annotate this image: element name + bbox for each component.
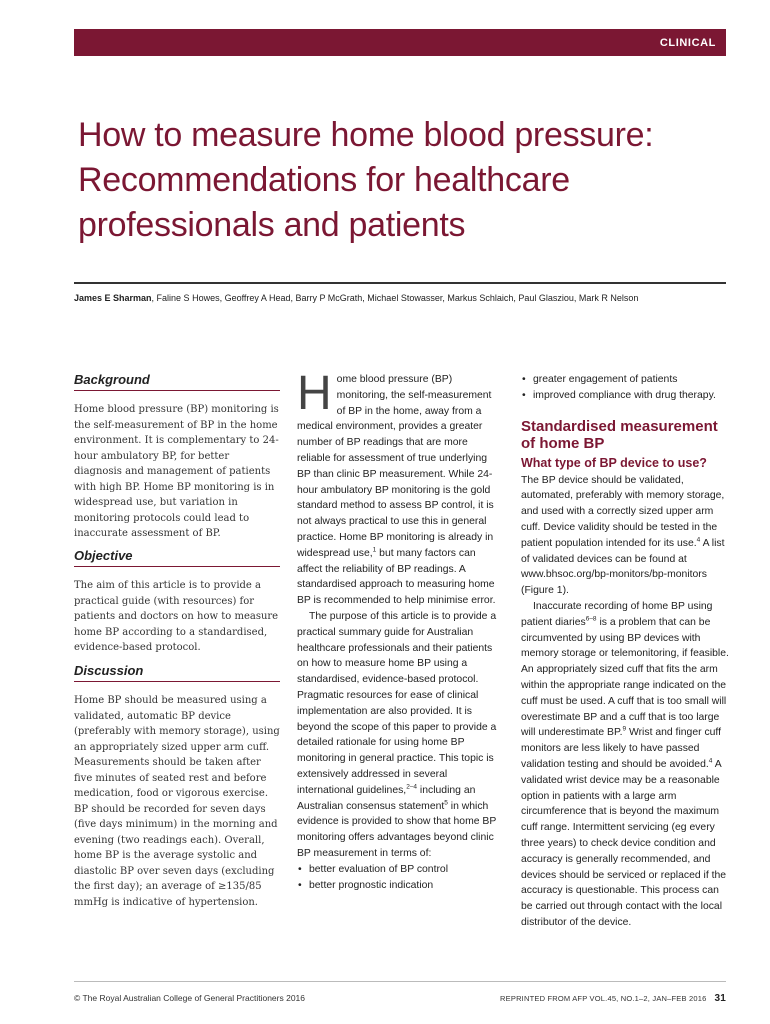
list-item: • greater engagement of patients [521, 372, 731, 388]
list-item: • better prognostic indication [297, 878, 499, 894]
body-column-1 [297, 367, 499, 893]
copyright-notice: © The Royal Australian College of General Practitioners 2016 [74, 993, 306, 1003]
discussion-text: Home BP should be measured using a validated, automatic BP device (preferably with memory storage), using an appropriately sized upper arm cuff. Measurements should be taken after five minutes of seated rest and before medication, food or vigorous exercise. BP should be recorded for seven days (five days minimum) in the morning and evening (two readings each). Overall, home BP is the average systolic and diastolic BP over seven days (excluding the first day); an average of ≥135/85 mmHg is indicative of hypertension. [74, 695, 280, 908]
reprint-text: REPRINTED FROM AFP VOL.45, NO.1–2, JAN–FEB 2016 [500, 994, 707, 1003]
section-banner [74, 29, 726, 56]
abstract-discussion [74, 663, 280, 910]
accuracy-text-b: is a problem that can be circumvented by using BP devices with memory storage or telemonitoring, if feasible. An appropriately sized cuff that fits the arm within the appropriate range indicated on the cuff must be used. A cuff that is too small will overestimate BP and a cuff that is too large will underestimate BP. [521, 616, 729, 739]
citation-ref: 5 [444, 799, 448, 807]
drop-cap: H [297, 367, 332, 420]
device-paragraph [521, 473, 731, 599]
citation-ref: 1 [372, 546, 377, 554]
body-column-2 [521, 372, 731, 931]
background-text: Home blood pressure (BP) monitoring is the self-measurement of BP in the home environment. It is complementary to 24-hour ambulatory BP, for better diagnosis and management of patients with high BP. Home BP monitoring is in widespread use, but variation in monitoring protocols could lead to inaccurate assessment of BP. [74, 404, 279, 539]
advantages-list [297, 862, 499, 894]
abstract-objective [74, 548, 280, 656]
page-number: 31 [714, 993, 726, 1004]
device-text-b: A list of validated devices can be found at www.bhsoc.org/bp-monitors/bp-monitors (Figure 1). [521, 537, 725, 597]
citation-ref: 6–8 [585, 615, 597, 623]
article-title: How to measure home blood pressure: Recommendations for healthcare professionals and patients [78, 116, 654, 244]
purpose-text-b: including an Australian consensus statement [297, 784, 476, 812]
advantages-list-continued [521, 372, 731, 404]
accuracy-paragraph [521, 599, 731, 931]
author-list [74, 293, 734, 303]
objective-text: The aim of this article is to provide a practical guide (with resources) for patients and doctors on how to measure home BP according to a standardised, evidence-based protocol. [74, 580, 279, 653]
citation-ref: 9 [622, 725, 627, 733]
background-heading: Background [74, 372, 280, 391]
reprint-info [500, 993, 726, 1004]
discussion-heading: Discussion [74, 663, 280, 682]
footer-divider [74, 981, 726, 982]
abstract-background [74, 372, 280, 542]
section-heading: Standardised measurement of home BP [521, 417, 718, 452]
purpose-text-c: in which evidence is provided to show that home BP monitoring offers advantages beyond clinic BP measurement in terms of: [297, 800, 497, 859]
list-item: • improved compliance with drug therapy. [521, 388, 731, 404]
title-divider [74, 282, 726, 284]
citation-ref: 2–4 [406, 783, 418, 791]
citation-ref: 4 [708, 757, 713, 765]
accuracy-text-d: A validated wrist device may be a reasonable option in patients with a large arm circumference that is beyond the maximum cuff range. Intermittent servicing (eg every three years) to check device condition and accuracy is generally recommended, and devices should be serviced or replaced if the accuracy is questionable. This process can be carried out through contact with the local distributor of the device. [521, 758, 727, 928]
section-label: CLINICAL [659, 37, 716, 49]
subsection-heading: What type of BP device to use? [521, 455, 707, 470]
purpose-text-a: The purpose of this article is to provide a practical summary guide for Australian healthcare professionals and their patients on how to measure home BP using a standardised, evidence-based protocol. Pragmatic resources for ease of clinical implementation are also provided. It is beyond the scope of this paper to provide a detailed rationale for using home BP monitoring in general practice. This topic is extensively addressed in several international guidelines, [297, 610, 497, 796]
accuracy-text-c: Wrist and finger cuff monitors are less likely to have passed validation testing and should be avoided. [521, 727, 721, 770]
accuracy-text-a: Inaccurate recording of home BP using patient diaries [521, 600, 713, 628]
device-text-a: The BP device should be validated, automated, preferably with memory storage, and used with a correctly sized upper arm cuff. Device validity should be tested in the patient population intended for its use. [521, 474, 725, 549]
purpose-paragraph [297, 609, 499, 862]
citation-ref: 4 [696, 536, 701, 544]
intro-text-b: but many factors can affect the reliability of BP readings. A standardised approach to measuring home BP is recommended to help minimise error. [297, 547, 496, 607]
objective-heading: Objective [74, 548, 280, 567]
co-authors: , Faline S Howes, Geoffrey A Head, Barry P McGrath, Michael Stowasser, Markus Schlaich, Paul Glasziou, Mark R Nelson [151, 293, 639, 303]
list-item: • better evaluation of BP control [297, 862, 499, 878]
lead-author: James E Sharman [74, 293, 152, 303]
intro-paragraph [297, 367, 499, 609]
intro-text-a: ome blood pressure (BP) monitoring, the self-measurement of BP in the home, away from a medical environment, provides a greater number of BP readings that are more reliable for assessment of true underlying BP than clinic BP measurement. While 24-hour ambulatory BP monitoring is the gold standard method to assess BP control, it is not always practical to use this in general practice. Home BP monitoring is already in widespread use, [297, 374, 494, 559]
